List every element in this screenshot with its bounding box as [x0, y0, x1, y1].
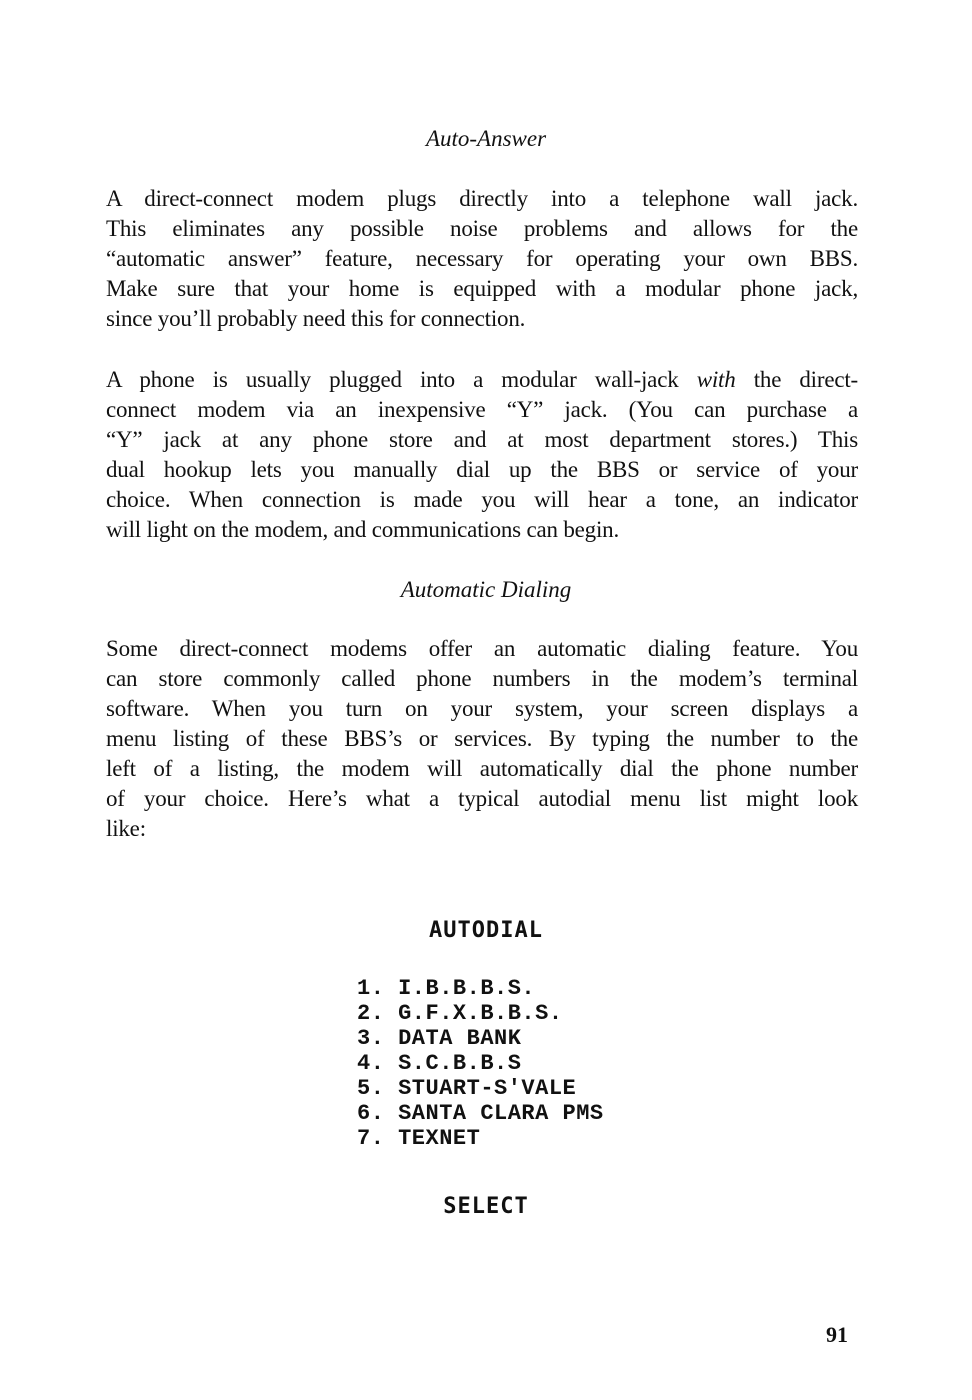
autodial-menu-item: 3. DATA BANK: [357, 1026, 522, 1051]
text-line: dual hookup lets you manually dial up the BBS or service of your: [106, 457, 858, 482]
text-line: connect modem via an inexpensive “Y” jack. (You can purchase a: [106, 397, 858, 422]
autodial-menu-item: 1. I.B.B.B.S.: [357, 976, 536, 1001]
page-number: 91: [826, 1322, 848, 1347]
paragraph-automatic-dialing: [106, 634, 858, 844]
text-line: since you’ll probably need this for connection.: [106, 306, 526, 331]
text-line: This eliminates any possible noise problems and allows for the: [106, 216, 858, 241]
section-heading-automatic-dialing: Automatic Dialing: [400, 577, 572, 602]
text-line: [106, 365, 858, 395]
text-line: Some direct-connect modems offer an automatic dialing feature. You: [106, 636, 858, 661]
text-line: like:: [106, 816, 146, 841]
text-run: A phone is usually plugged into a modular wall-jack: [106, 367, 697, 392]
autodial-menu-item: 2. G.F.X.B.B.S.: [357, 1001, 563, 1026]
paragraph-auto-answer-1: [106, 184, 858, 334]
text-line: “Y” jack at any phone store and at most department stores.) This: [106, 427, 858, 452]
autodial-menu-item: 4. S.C.B.B.S: [357, 1051, 522, 1076]
text-line: of your choice. Here’s what a typical autodial menu list might look: [106, 786, 858, 811]
emphasis-text: with: [696, 367, 736, 392]
text-line: can store commonly called phone numbers in the modem’s terminal: [106, 666, 858, 691]
autodial-menu-list: [357, 976, 604, 1151]
autodial-select-prompt: SELECT: [443, 1194, 529, 1219]
text-line: will light on the modem, and communications can begin.: [106, 517, 619, 542]
text-run: the direct-: [735, 367, 858, 392]
text-line: A direct-connect modem plugs directly into a telephone wall jack.: [106, 186, 858, 211]
text-line: menu listing of these BBS’s or services. By typing the number to the: [106, 726, 858, 751]
autodial-menu-item: 7. TEXNET: [357, 1126, 481, 1151]
text-line: choice. When connection is made you will hear a tone, an indicator: [106, 487, 858, 512]
paragraph-auto-answer-2: [106, 365, 858, 545]
text-line: “automatic answer” feature, necessary for operating your own BBS.: [106, 246, 858, 271]
autodial-menu-title: AUTODIAL: [429, 918, 543, 943]
autodial-menu-item: 5. STUART-S'VALE: [357, 1076, 577, 1101]
section-heading-auto-answer: Auto-Answer: [425, 126, 547, 151]
text-line: Make sure that your home is equipped with a modular phone jack,: [106, 276, 858, 301]
text-line: software. When you turn on your system, your screen displays a: [106, 696, 858, 721]
autodial-menu-item: 6. SANTA CLARA PMS: [357, 1101, 604, 1126]
text-line: left of a listing, the modem will automatically dial the phone number: [106, 756, 858, 781]
